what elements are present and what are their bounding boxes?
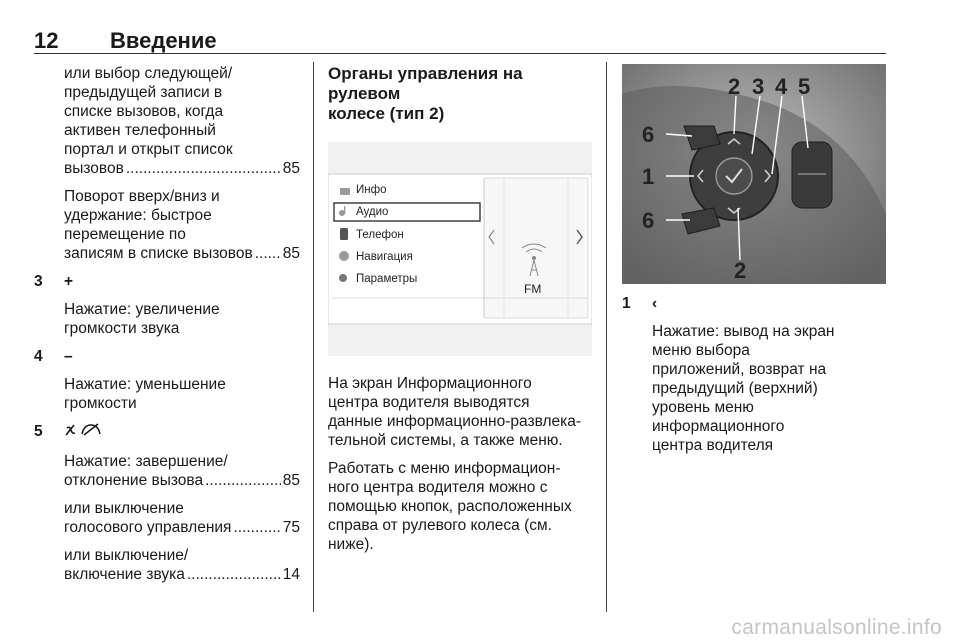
item-4-desc <box>34 375 300 413</box>
text-line: или выключение/ <box>64 547 189 564</box>
header-rule <box>34 53 886 54</box>
item-5 <box>34 422 300 443</box>
text-line: На экран Информационного <box>328 375 532 392</box>
text-line: активен телефонный <box>64 122 216 139</box>
item-1-desc <box>622 322 886 455</box>
text-line: помощью кнопок, расположенных <box>328 498 572 515</box>
toc-entry[interactable] <box>64 159 300 178</box>
toc-entry[interactable] <box>64 244 300 263</box>
page-number: 12 <box>34 28 59 53</box>
callout-3-top: 3 <box>752 74 765 99</box>
paragraph-display <box>328 374 592 450</box>
callout-1-left: 1 <box>642 164 655 189</box>
item-3 <box>34 272 300 291</box>
text-line: Работать с меню информацион- <box>328 460 561 477</box>
callout-2-top: 2 <box>728 74 741 99</box>
toc-page: 75 <box>282 519 300 536</box>
text-line: меню выбора <box>652 342 750 359</box>
page-header <box>34 28 886 54</box>
text-line: ниже). <box>328 536 374 553</box>
text-line: центра водителя <box>652 437 774 454</box>
text-line: Нажатие: уменьшение <box>64 376 226 393</box>
text-line: Нажатие: увеличение <box>64 301 220 318</box>
toc-leader <box>187 565 281 584</box>
item-1 <box>622 294 886 313</box>
text-line: приложений, возврат на <box>652 361 827 378</box>
section-title: Введение <box>110 28 217 53</box>
callout-5-top: 5 <box>798 74 811 99</box>
text-line: информационного <box>652 418 785 435</box>
column-divider-2 <box>606 62 607 612</box>
text-line: громкости <box>64 395 137 412</box>
menu-item-navigation: Навигация <box>356 251 413 263</box>
text-line: данные информационно-развлека- <box>328 413 582 430</box>
toc-page: 85 <box>282 245 300 262</box>
menu-item-info: Инфо <box>356 184 387 196</box>
text-line: Нажатие: вывод на экран <box>652 323 835 340</box>
toc-entry[interactable] <box>64 518 300 537</box>
watermark: carmanualsonline.info <box>731 616 942 639</box>
toc-page: 85 <box>282 472 300 489</box>
text-line: перемещение по <box>64 226 186 243</box>
paragraph-fast-scroll <box>34 187 300 263</box>
text-line: удержание: быстрое <box>64 207 212 224</box>
toc-leader <box>205 471 281 490</box>
column-divider-1 <box>313 62 314 612</box>
toc-leader <box>233 518 280 537</box>
column-middle <box>328 64 592 554</box>
callout-4-top: 4 <box>775 74 788 99</box>
toc-entry[interactable] <box>64 565 300 584</box>
heading-line: колесе (тип 2) <box>328 104 445 123</box>
text-line: уровень меню <box>652 399 754 416</box>
item-number: 4 <box>34 348 43 365</box>
text-line: тельной системы, а также меню. <box>328 432 563 449</box>
text-line: предыдущий (верхний) <box>652 380 818 397</box>
callout-6-left-bottom: 6 <box>642 208 655 233</box>
menu-item-audio: Аудио <box>356 206 389 218</box>
mute-hangup-icon <box>64 422 300 443</box>
toc-text: отклонение вызова <box>64 472 204 489</box>
item-number: 5 <box>34 423 43 440</box>
column-right <box>622 64 886 455</box>
text-line: портал и открыт список <box>64 141 233 158</box>
item-number: 3 <box>34 273 43 290</box>
paragraph-call-list <box>34 64 300 178</box>
toc-text: голосового управления <box>64 519 232 536</box>
text-line: ного центра водителя можно с <box>328 479 548 496</box>
toc-page: 14 <box>282 566 300 583</box>
paragraph-controls <box>328 459 592 554</box>
text-line: предыдущей записи в <box>64 84 223 101</box>
text-line: центра водителя выводятся <box>328 394 530 411</box>
toc-text: вызовов <box>64 160 124 177</box>
text-line: Нажатие: завершение/ <box>64 453 228 470</box>
subsection-heading <box>328 64 592 124</box>
minus-symbol: – <box>64 348 73 365</box>
item-number: 1 <box>622 295 631 312</box>
toc-text: включение звука <box>64 566 185 583</box>
callout-6-left-top: 6 <box>642 122 655 147</box>
toc-leader <box>126 159 281 178</box>
steering-wheel-figure <box>622 64 886 284</box>
menu-item-settings: Параметры <box>356 273 418 285</box>
callout-2-bottom: 2 <box>734 258 747 283</box>
text-line: громкости звука <box>64 320 180 337</box>
toc-page: 85 <box>282 160 300 177</box>
plus-symbol: + <box>64 273 74 290</box>
item-3-desc <box>34 300 300 338</box>
item-4 <box>34 347 300 366</box>
text-line: или выбор следующей/ <box>64 65 233 82</box>
info-display-figure <box>328 142 592 356</box>
menu-item-phone: Телефон <box>356 229 404 241</box>
text-line: списке вызовов, когда <box>64 103 224 120</box>
toc-text: записям в списке вызовов <box>64 245 253 262</box>
back-chevron-icon: ‹ <box>652 295 658 312</box>
text-line: Поворот вверх/вниз и <box>64 188 220 205</box>
column-left <box>34 64 300 584</box>
text-line: справа от рулевого колеса (см. <box>328 517 552 534</box>
item-5-desc <box>34 452 300 584</box>
heading-line: Органы управления на рулевом <box>328 64 523 103</box>
toc-entry[interactable] <box>64 471 300 490</box>
toc-leader <box>255 244 281 263</box>
source-label: FM <box>524 282 542 296</box>
text-line: или выключение <box>64 500 184 517</box>
